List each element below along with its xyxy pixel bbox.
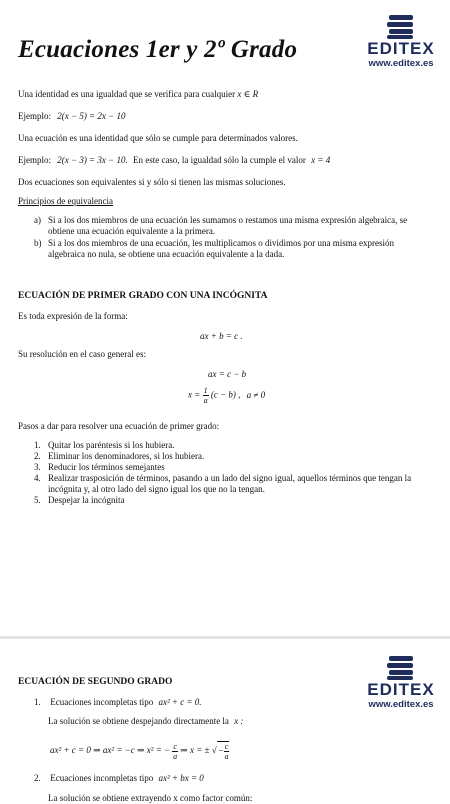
example-expression: 2(x − 5) = 2x − 10	[57, 111, 126, 121]
principle-marker: a)	[34, 215, 41, 225]
resolution-fraction	[203, 386, 209, 405]
equivalent-definition: Dos ecuaciones son equivalentes si y sólo si tienen las mismas soluciones.	[18, 177, 286, 187]
logo-brand: EDITEX	[367, 680, 435, 699]
principle-item	[34, 238, 434, 260]
example-label: Ejemplo:	[18, 111, 51, 121]
item-1-explanation	[48, 716, 243, 727]
step-number: 3.	[34, 462, 41, 472]
section-heading-second-degree: ECUACIÓN DE SEGUNDO GRADO	[18, 677, 173, 687]
identity-definition	[18, 89, 258, 100]
identity-text: Una identidad es una igualdad que se verifica para cualquier	[18, 89, 236, 99]
logo-url: www.editex.es	[368, 699, 434, 710]
step-text: Eliminar los denominadores, si los hubiera.	[48, 451, 205, 461]
logo-url: www.editex.es	[368, 58, 434, 69]
step-number: 5.	[34, 495, 41, 505]
example-2	[18, 155, 330, 166]
item-expression: ax² + c = 0.	[158, 697, 202, 707]
principle-item	[34, 215, 434, 237]
derivation-fraction	[172, 742, 178, 761]
principle-line: Si a los dos miembros de una ecuación, les multiplicamos o dividimos por una misma expresión	[48, 238, 394, 248]
steps-list	[34, 440, 434, 506]
principle-marker: b)	[34, 238, 42, 248]
step-item	[34, 495, 434, 506]
sqrt-fraction	[224, 742, 230, 761]
item-number: 2.	[34, 773, 41, 783]
example-value: x = 4	[311, 155, 331, 165]
fraction-numerator: 1	[203, 386, 208, 395]
document-title: Ecuaciones 1er y 2º Grado	[18, 36, 298, 63]
step-text: Quitar los paréntesis si los hubiera.	[48, 440, 175, 450]
derivation-chain: ax² + c = 0 ⇒ ax² = −c ⇒ x² = −	[50, 745, 171, 756]
principle-line: obtiene una ecuación equivalente a la primera.	[48, 226, 216, 236]
example-1	[18, 111, 125, 122]
fraction-denominator: a	[173, 751, 178, 761]
example-expression: 2(x − 3) = 3x − 10.	[57, 155, 128, 165]
step-number: 2.	[34, 451, 41, 461]
resolution-condition: a ≠ 0	[246, 389, 266, 400]
step-text: Reducir los términos semejantes	[48, 462, 165, 472]
step-item	[34, 473, 434, 484]
page-separator	[0, 636, 450, 639]
step-number: 1.	[34, 440, 41, 450]
example-label: Ejemplo:	[18, 155, 51, 165]
books-icon	[385, 14, 417, 40]
second-degree-item-1	[34, 697, 202, 708]
example-text: En este caso, la igualdad sólo la cumple el valor	[132, 155, 306, 165]
item-2-explanation: La solución se obtiene extrayendo x como factor común:	[48, 793, 253, 803]
explanation-text: La solución se obtiene despejando directamente la	[48, 716, 229, 726]
equation-definition: Una ecuación es una identidad que sólo se cumple para determinados valores.	[18, 133, 298, 143]
steps-intro: Pasos a dar para resolver una ecuación de primer grado:	[18, 421, 220, 431]
sqrt-icon: √	[211, 745, 217, 756]
editex-logo	[356, 655, 446, 710]
fraction-denominator: a	[224, 752, 229, 761]
step-item	[34, 451, 434, 462]
item-expression: ax² + bx = 0	[158, 773, 204, 783]
item-text: Ecuaciones incompletas tipo	[50, 697, 154, 707]
sqrt-radicand: − $\frac{c}{a}$	[218, 742, 229, 761]
step-text: Realizar trasposición de términos, pasando a un lado del signo igual, aquellos términos que tengan la	[48, 473, 412, 483]
resolution-step-1: ax = c − b	[208, 369, 247, 379]
books-icon	[385, 655, 417, 681]
second-degree-item-2	[34, 773, 204, 784]
step-item	[34, 462, 434, 473]
editex-logo	[356, 14, 446, 69]
step-number: 4.	[34, 473, 41, 483]
fraction-numerator: c	[224, 742, 229, 751]
section-heading-first-degree: ECUACIÓN DE PRIMER GRADO CON UNA INCÓGNITA	[18, 291, 268, 301]
step-item	[34, 440, 434, 451]
step-continuation: incógnita y, al otro lado del signo igual los que no la tengan.	[48, 484, 265, 494]
fraction-numerator: c	[173, 741, 177, 751]
principle-line: algebraica no nula, se obtiene una ecuación equivalente a la dada.	[48, 249, 285, 259]
form-expression: ax + b = c .	[200, 331, 243, 341]
form-text: Es toda expresión de la forma:	[18, 311, 128, 321]
fraction-denominator: a	[203, 396, 208, 405]
resolution-step-2	[188, 386, 265, 405]
principles-heading: Principios de equivalencia	[18, 196, 113, 206]
resolution-text: Su resolución en el caso general es:	[18, 349, 146, 359]
resolution-lhs: x =	[188, 389, 201, 400]
identity-math: x ∈ R	[237, 89, 259, 99]
item-text: Ecuaciones incompletas tipo	[50, 773, 154, 783]
item-number: 1.	[34, 697, 41, 707]
resolution-rhs: (c − b) ,	[210, 389, 241, 400]
principle-line: Si a los dos miembros de una ecuación les sumamos o restamos una misma expresión algebraica, se	[48, 215, 408, 225]
derivation-chain-2: ⇒ x = ±	[180, 745, 210, 756]
explanation-variable: x :	[234, 716, 244, 726]
step-text: Despejar la incógnita	[48, 495, 125, 505]
logo-brand: EDITEX	[367, 39, 435, 58]
item-1-derivation	[50, 741, 229, 761]
